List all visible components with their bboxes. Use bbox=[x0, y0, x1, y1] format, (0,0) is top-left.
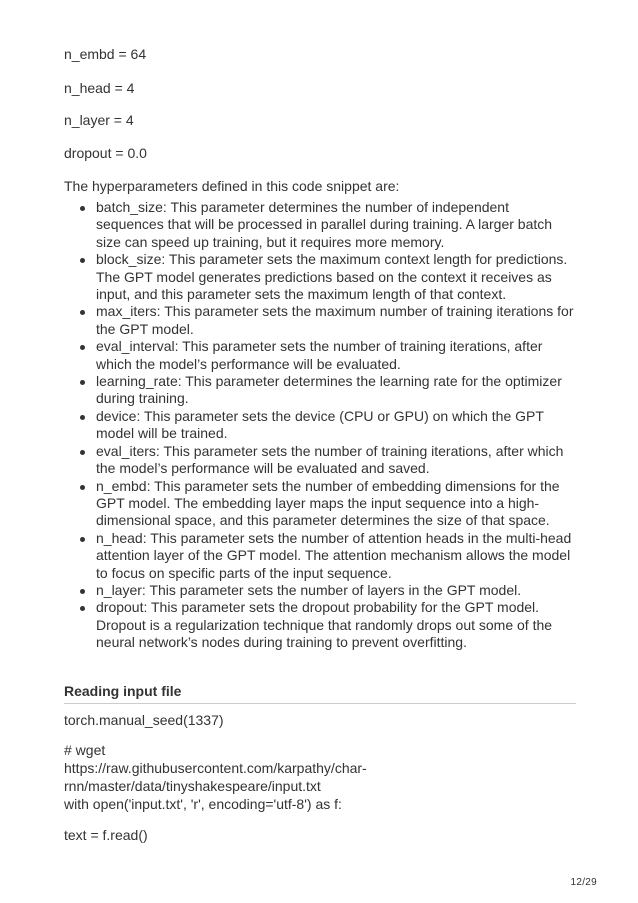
code-wget-comment: # wget https://raw.githubusercontent.com/karpathy/char-rnn/master/data/tinyshakespeare/input.txt bbox=[64, 742, 367, 794]
code-read-file: text = f.read() bbox=[64, 827, 148, 843]
list-item: n_head: This parameter sets the number of attention heads in the multi-head attention layer of the GPT model. The attention mechanism allows the model to focus on specific parts of the input sequence. bbox=[96, 530, 576, 582]
code-open-file: with open('input.txt', 'r', encoding='utf-8') as f: bbox=[64, 796, 342, 812]
param-n-layer: n_layer = 4 bbox=[64, 112, 134, 128]
list-item: eval_interval: This parameter sets the number of training iterations, after which the model’s performance will be evaluated. bbox=[96, 338, 576, 373]
page-number: 12/29 bbox=[570, 877, 597, 888]
list-item: device: This parameter sets the device (CPU or GPU) on which the GPT model will be trained. bbox=[96, 408, 576, 443]
list-item: learning_rate: This parameter determines the learning rate for the optimizer during training. bbox=[96, 373, 576, 408]
section-heading: Reading input file bbox=[64, 683, 182, 699]
list-item: eval_iters: This parameter sets the number of training iterations, after which the model’s performance will be evaluated and saved. bbox=[96, 443, 576, 478]
param-dropout: dropout = 0.0 bbox=[64, 145, 147, 161]
code-seed: torch.manual_seed(1337) bbox=[64, 712, 224, 728]
list-item: max_iters: This parameter sets the maximum number of training iterations for the GPT model. bbox=[96, 303, 576, 338]
list-item: n_layer: This parameter sets the number of layers in the GPT model. bbox=[96, 582, 576, 599]
heading-divider bbox=[64, 703, 576, 704]
intro-text: The hyperparameters defined in this code snippet are: bbox=[64, 178, 400, 194]
param-n-embd: n_embd = 64 bbox=[64, 46, 147, 62]
list-item: dropout: This parameter sets the dropout probability for the GPT model. Dropout is a regularization technique that randomly drops out some of the neural network’s nodes during training to prevent overfitting. bbox=[96, 599, 576, 651]
list-item: block_size: This parameter sets the maximum context length for predictions. The GPT model generates predictions based on the context it receives as input, and this parameter sets the maximum length of that context. bbox=[96, 251, 576, 303]
hyperparameter-list bbox=[64, 199, 576, 652]
list-item: n_embd: This parameter sets the number of embedding dimensions for the GPT model. The embedding layer maps the input sequence into a high-dimensional space, and this parameter determines the size of that space. bbox=[96, 478, 576, 530]
param-n-head: n_head = 4 bbox=[64, 80, 135, 96]
list-item: batch_size: This parameter determines the number of independent sequences that will be processed in parallel during training. A larger batch size can speed up training, but it requires more memory. bbox=[96, 199, 576, 251]
